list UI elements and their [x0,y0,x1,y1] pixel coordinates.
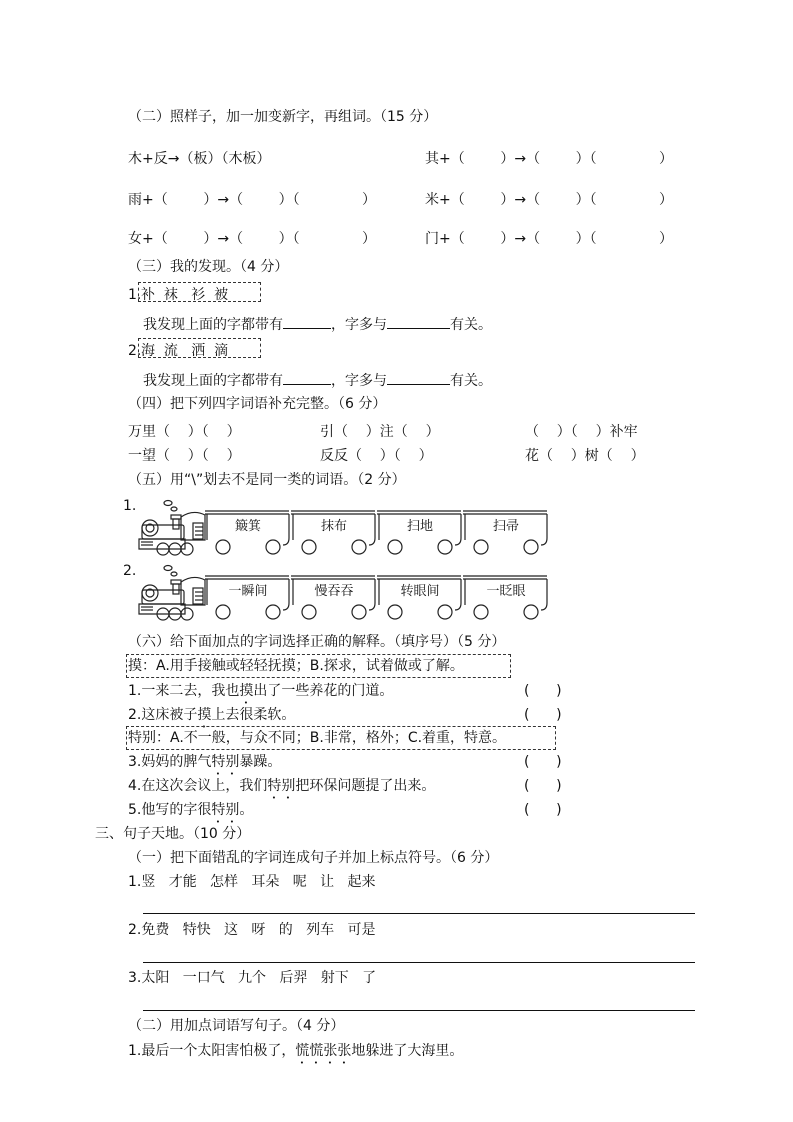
discovery-sentence-2: 我发现上面的字都带有 ，字多与 有关。 [143,370,492,390]
scrambled-sentence-2: 2.免费 特快 这 呀 的 列车 可是 [128,922,376,938]
train-2-car-1-label[interactable]: 一瞬间 [228,584,268,599]
char-group-2: 海 流 洒 滴 [141,343,229,359]
dotted-word: 摸 [197,707,212,723]
answer-paren-3[interactable]: ( ) [524,754,562,770]
locomotive-icon [139,501,205,556]
train-1-num: 1. [123,498,137,514]
answer-blank[interactable]: （ ）→（ ）（ ） [153,231,376,247]
section5-title: （五）用“\”划去不是同一类的词语。（2 分） [128,472,406,488]
answer-line-2[interactable] [143,962,695,963]
dotted-word: 特别 [211,802,240,818]
fill-row-nv [128,230,376,248]
train-2-num: 2. [123,563,137,579]
part3-title: 三、句子天地。（10 分） [95,826,251,842]
blank-radical-2[interactable] [283,370,331,385]
part3-sub1-title: （一）把下面错乱的字词连成句子并加上标点符号。（6 分） [128,850,499,866]
section4-title: （四）把下列四字词语补充完整。（6 分） [128,396,387,412]
base-char: 雨+ [128,192,154,208]
idiom-1[interactable]: 万里（ ）（ ） [128,424,241,440]
base-char: 其+ [425,151,451,167]
answer-blank[interactable]: （ ）→（ ）（ ） [153,192,376,208]
scrambled-sentence-1: 1.竖 才能 怎样 耳朵 呢 让 起来 [128,874,376,890]
idiom-2[interactable]: 引（ ）注（ ） [320,424,440,440]
dotted-word: 慌慌张张 [295,1043,352,1059]
answer-paren-1[interactable]: ( ) [524,683,562,699]
part3-sub2-title: （二）用加点词语写句子。（4 分） [128,1018,345,1034]
example-row: 木+反→（板）（木板） [128,151,271,167]
idiom-6[interactable]: 花（ ）树（ ） [525,448,645,464]
answer-blank[interactable]: （ ）→（ ）（ ） [450,151,673,167]
base-char: 米+ [425,192,451,208]
train-1-car-2-label[interactable]: 抹布 [320,519,347,534]
fill-row-mi [425,191,673,209]
blank-meaning-1[interactable] [387,314,450,329]
question-5: 5.他写的字很特别。 [128,802,254,818]
discovery-item-2-num: 2. [128,343,142,359]
base-char: 女+ [128,231,154,247]
fill-row-yu [128,191,376,209]
question-4: 4.在这次会议上，我们特别把环保问题提了出来。 [128,778,436,794]
idiom-5[interactable]: 反反（ ）（ ） [320,448,433,464]
dotted-word: 特别 [267,778,296,794]
train-2-car-2-label[interactable]: 慢吞吞 [314,584,354,599]
train-2-car-4-label[interactable]: 一眨眼 [486,584,526,599]
answer-blank[interactable]: （ ）→（ ）（ ） [450,231,673,247]
question-3: 3.妈妈的脾气特别暴躁。 [128,754,282,770]
idiom-3[interactable]: （ ）（ ）补牢 [525,424,638,440]
blank-radical-1[interactable] [283,314,331,329]
section2-title: （二）照样子，加一加变新字，再组词。（15 分） [128,109,438,125]
base-char: 门+ [425,231,451,247]
answer-line-1[interactable] [143,913,695,914]
dotted-word: 摸 [239,683,254,699]
definition-mo: 摸：A.用手接触或轻轻抚摸；B.探求，试着做或了解。 [128,658,464,674]
train-1-car-3-label[interactable]: 扫地 [406,519,433,534]
answer-paren-2[interactable]: ( ) [524,707,562,723]
train-1-car-4-label[interactable]: 扫帚 [492,519,519,534]
sentence-writing-1: 1.最后一个太阳害怕极了，慌慌张张地躲进了大海里。 [128,1043,464,1059]
question-2: 2.这床被子摸上去很柔软。 [128,707,296,723]
section6-title: （六）给下面加点的字词选择正确的解释。（填序号）（5 分） [128,634,506,650]
dotted-word: 特别 [211,754,240,770]
discovery-item-1-num: 1. [128,287,142,303]
scrambled-sentence-3: 3.太阳 一口气 九个 后羿 射下 了 [128,970,377,986]
answer-line-3[interactable] [143,1010,695,1011]
train-2-car-3-label[interactable]: 转眼间 [400,584,440,599]
fill-row-qi [425,150,673,168]
locomotive-icon [139,566,205,621]
definition-tebie: 特别：A.不一般，与众不同；B.非常，格外；C.着重，特意。 [128,730,507,746]
question-1: 1.一来二去，我也摸出了一些养花的门道。 [128,683,394,699]
answer-paren-5[interactable]: ( ) [524,802,562,818]
section3-title: （三）我的发现。（4 分） [128,259,289,275]
answer-blank[interactable]: （ ）→（ ）（ ） [450,192,673,208]
discovery-sentence-1: 我发现上面的字都带有 ，字多与 有关。 [143,314,492,334]
train-1-car-1-label[interactable]: 簸箕 [234,519,261,534]
answer-paren-4[interactable]: ( ) [524,778,562,794]
blank-meaning-2[interactable] [387,370,450,385]
idiom-4[interactable]: 一望（ ）（ ） [128,448,241,464]
char-group-1: 补 袜 衫 被 [141,287,229,303]
fill-row-men [425,230,673,248]
